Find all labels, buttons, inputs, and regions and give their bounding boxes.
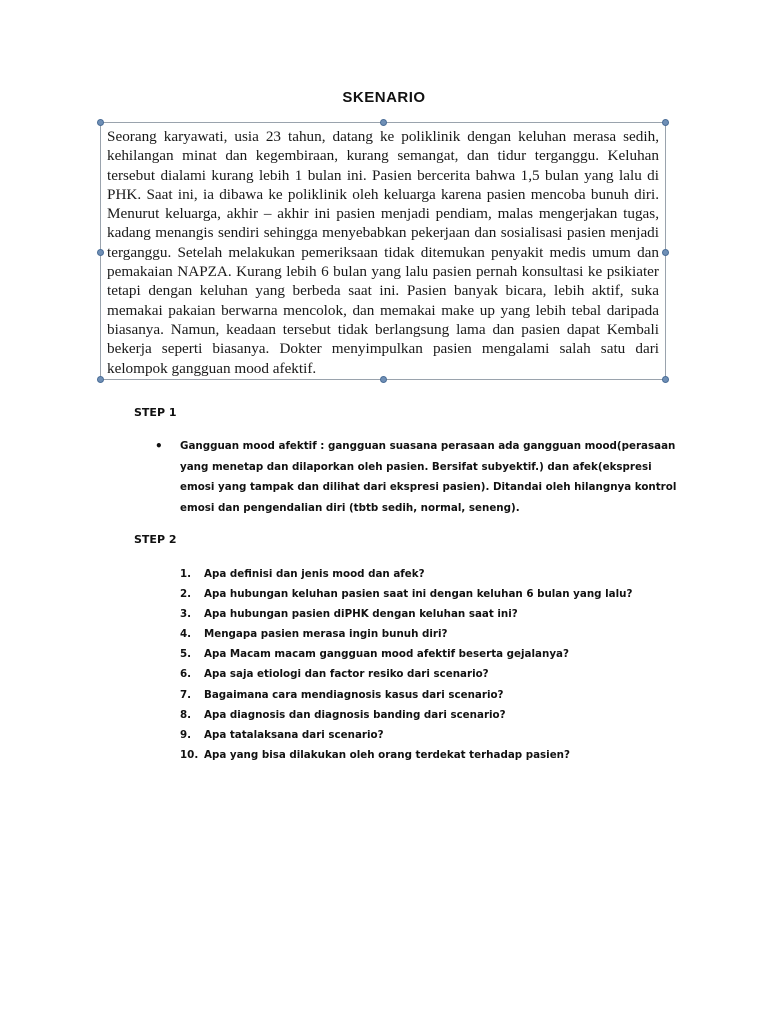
list-item-number: 10. xyxy=(180,748,199,761)
scenario-text[interactable]: Seorang karyawati, usia 23 tahun, datang ke poliklinik dengan keluhan merasa sedih, kehilangan minat dan kegembiraan, kurang semangat, dan tidur terganggu. Keluhan tersebut dialami kurang lebih 1 bulan ini. Pasien bercerita bahwa 1,5 bulan yang lalu di PHK. Saat ini, ia dibawa ke poliklinik oleh keluarga karena pasien mencoba bunuh diri. Menurut keluarga, akhir – akhir ini pasien menjadi pendiam, malas mengerjakan tugas, kadang menangis sendiri sehingga menyebabkan pekerjaan dan sosialisasi pasien menjadi terganggu. Setelah melakukan pemeriksaan tidak ditemukan penyakit medis umum dan pemakaian NAPZA. Kurang lebih 6 bulan yang lalu pasien pernah konsultasi ke psikiater tetapi dengan keluhan yang berbeda saat ini. Pasien banyak bicara, lebih aktif, suka memakai pakaian berwarna mencolok, dan memakai make up yang lebih tebal daripada biasanya. Namun, keadaan tersebut tidak berlangsung lama dan pasien dapat Kembali bekerja seperti biasanya. Dokter menyimpulkan pasien mengalami salah satu dari kelompok gangguan mood afektif. xyxy=(107,128,659,377)
bullet-dot-icon: • xyxy=(155,439,163,453)
question-list xyxy=(180,564,700,765)
list-item-text: Apa tatalaksana dari scenario? xyxy=(204,728,384,741)
list-item-text: Apa definisi dan jenis mood dan afek? xyxy=(204,568,425,580)
list-item-text: Apa saja etiologi dan factor resiko dari scenario? xyxy=(204,668,489,681)
list-item-number: 3. xyxy=(180,608,192,621)
list-item-text: Apa hubungan keluhan pasien saat ini dengan keluhan 6 bulan yang lalu? xyxy=(204,588,633,601)
list-item-number: 7. xyxy=(180,688,192,701)
list-item xyxy=(180,685,700,705)
list-item xyxy=(180,745,700,765)
scenario-title: SKENARIO xyxy=(342,89,426,102)
step2-label: STEP 2 xyxy=(134,533,177,546)
list-item xyxy=(180,584,700,604)
resize-handle-top[interactable] xyxy=(380,119,387,126)
list-item xyxy=(180,725,700,745)
list-item-text: Apa diagnosis dan diagnosis banding dari scenario? xyxy=(204,708,506,721)
list-item-text: Apa yang bisa dilakukan oleh orang terdekat terhadap pasien? xyxy=(204,748,570,761)
list-item-text: Mengapa pasien merasa ingin bunuh diri? xyxy=(204,628,448,641)
resize-handle-top-left[interactable] xyxy=(97,119,104,126)
resize-handle-top-right[interactable] xyxy=(662,119,669,126)
list-item-text: Bagaimana cara mendiagnosis kasus dari scenario? xyxy=(204,688,504,701)
list-item xyxy=(180,664,700,684)
resize-handle-left[interactable] xyxy=(97,249,104,256)
list-item-text: Apa Macam macam gangguan mood afektif beserta gejalanya? xyxy=(204,648,569,661)
resize-handle-bottom-right[interactable] xyxy=(662,376,669,383)
list-item-number: 5. xyxy=(180,648,192,661)
list-item xyxy=(180,604,700,624)
list-item xyxy=(180,564,700,584)
list-item xyxy=(180,644,700,664)
step1-bullet-item xyxy=(155,436,685,518)
list-item-number: 8. xyxy=(180,708,192,721)
list-item xyxy=(180,624,700,644)
step1-label: STEP 1 xyxy=(134,406,177,419)
list-item xyxy=(180,705,700,725)
resize-handle-bottom-left[interactable] xyxy=(97,376,104,383)
resize-handle-right[interactable] xyxy=(662,249,669,256)
list-item-number: 6. xyxy=(180,668,192,681)
step1-bullet-text: Gangguan mood afektif : gangguan suasana perasaan ada gangguan mood(perasaan yang menetap dan dilaporkan oleh pasien. Bersifat subyektif.) dan afek(ekspresi emosi yang tampak dan dilihat dari ekspresi pasien). Ditandai oleh hilangnya kontrol emosi dan pengendalian diri (tbtb sedih, normal, seneng). xyxy=(180,440,677,514)
scenario-textbox[interactable] xyxy=(100,122,666,380)
list-item-text: Apa hubungan pasien diPHK dengan keluhan saat ini? xyxy=(204,608,518,621)
list-item-number: 4. xyxy=(180,628,192,641)
list-item-number: 9. xyxy=(180,728,192,741)
list-item-number: 2. xyxy=(180,588,192,601)
list-item-number: 1. xyxy=(180,568,192,580)
